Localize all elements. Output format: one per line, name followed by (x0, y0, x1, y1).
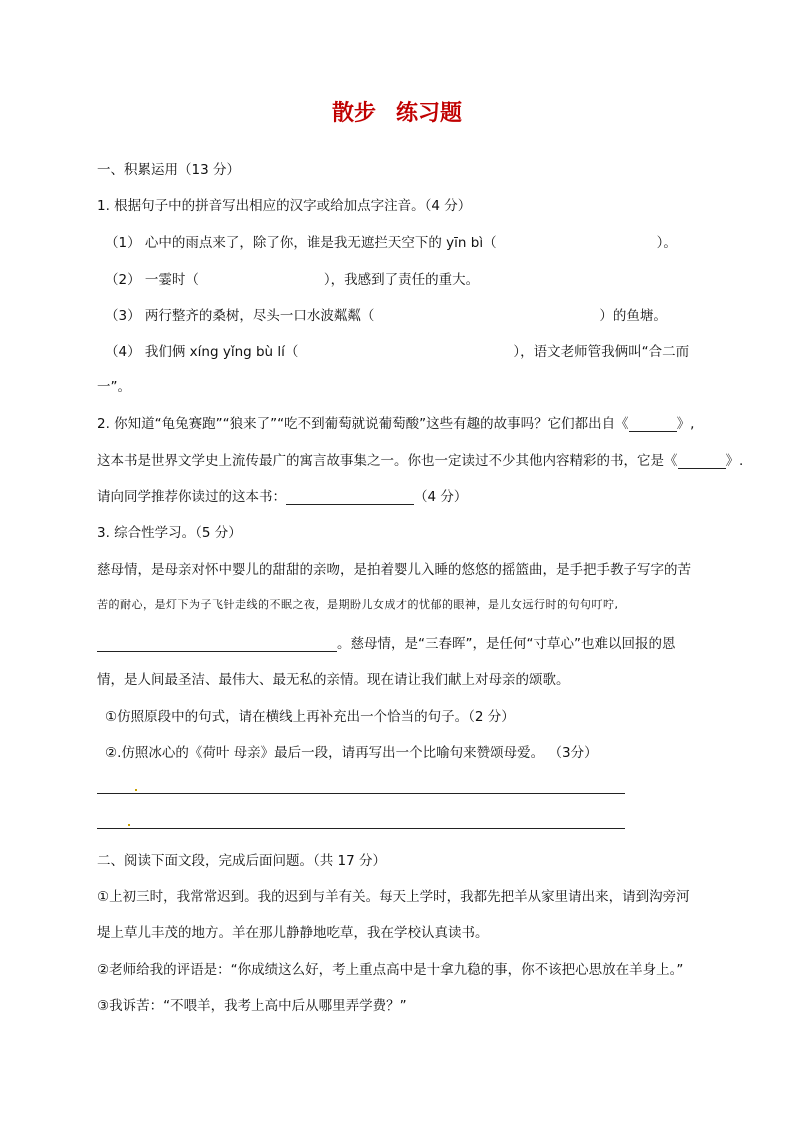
question-2-line-2 (97, 449, 743, 469)
answer-line-2[interactable] (97, 828, 625, 829)
question-1-4 (105, 340, 689, 360)
q2-text-3-end: （4 分） (414, 489, 468, 505)
passage-blank[interactable] (97, 637, 337, 652)
q2-text-3: 请向同学推荐你读过的这本书： (97, 489, 286, 505)
question-1: 1. 根据句子中的拼音写出相应的汉字或给加点字注音。（4 分） (97, 198, 472, 214)
q2-blank-1[interactable] (629, 417, 677, 432)
q2-blank-3[interactable] (286, 490, 414, 505)
q2-text-1-end: 》, (676, 416, 695, 432)
reading-p2: ②老师给我的评语是：“你成绩这么好，考上重点高中是十拿九稳的事，你不该把心思放在羊身上。” (97, 962, 684, 978)
question-1-2 (105, 268, 479, 288)
reading-p3: ③我诉苦：“不喂羊，我考上高中后从哪里弄学费？” (97, 998, 407, 1014)
question-2-line-3 (97, 485, 467, 505)
q1-2-text: （2） 一霎时（ (105, 272, 199, 288)
q2-text-1: 2. 你知道“龟兔赛跑”“狼来了”“吃不到葡萄就说葡萄酸”这些有趣的故事吗？它们都出自《 (97, 416, 629, 432)
q1-1-text: （1） 心中的雨点来了，除了你，谁是我无遮拦天空下的 yīn bì（ (105, 235, 497, 251)
title-part-a: 散步 (331, 100, 376, 126)
subquestion-2: ②.仿照冰心的《荷叶 母亲》最后一段，请再写出一个比喻句来赞颂母爱。 （3分） (105, 745, 598, 761)
q1-4-text: （4） 我们俩 xíng yǐng bù lí（ (105, 344, 299, 360)
passage-line-1: 慈母情，是母亲对怀中婴儿的甜甜的亲吻，是拍着婴儿入睡的悠悠的摇篮曲，是手把手教子写字的苦 (97, 562, 691, 578)
subquestion-1: ①仿照原段中的句式，请在横线上再补充出一个恰当的句子。（2 分） (105, 709, 515, 725)
q1-1-end: ）。 (656, 235, 677, 251)
page-title (0, 96, 794, 127)
mark-dot-1 (135, 789, 137, 791)
q1-3-end: ）的鱼塘。 (599, 308, 667, 324)
reading-p1-line-1: ①上初三时，我常常迟到。我的迟到与羊有关。每天上学时，我都先把羊从家里请出来，请到沟旁河 (97, 889, 690, 905)
title-part-b: 练习题 (396, 100, 463, 126)
q1-3-text: （3） 两行整齐的桑树，尽头一口水波粼粼（ (105, 308, 375, 324)
reading-p1-line-2: 堤上草儿丰茂的地方。羊在那儿静静地吃草，我在学校认真读书。 (97, 925, 489, 941)
q2-text-2-end: 》. (725, 453, 744, 469)
question-1-4-cont: 一”。 (97, 379, 131, 395)
q1-4-end: ），语文老师管我俩叫“合二而 (513, 344, 690, 360)
passage-line-3-text: 。慈母情，是“三春晖”，是任何“寸草心”也难以回报的恩 (337, 636, 676, 652)
question-3: 3. 综合性学习。（5 分） (97, 525, 242, 541)
passage-line-4: 情，是人间最圣洁、最伟大、最无私的亲情。现在请让我们献上对母亲的颂歌。 (97, 672, 570, 688)
q1-2-end: ），我感到了责任的重大。 (323, 272, 480, 288)
q2-blank-2[interactable] (678, 454, 726, 469)
passage-line-3 (97, 632, 675, 652)
answer-line-1[interactable] (97, 793, 625, 794)
question-1-1 (105, 231, 677, 251)
question-1-3 (105, 304, 667, 324)
section-2-heading: 二、阅读下面文段，完成后面问题。（共 17 分） (97, 853, 387, 869)
q2-text-2: 这本书是世界文学史上流传最广的寓言故事集之一。你也一定读过不少其他内容精彩的书，它是《 (97, 453, 678, 469)
mark-dot-2 (128, 824, 130, 826)
question-2-line-1 (97, 412, 694, 432)
passage-line-2: 苦的耐心，是灯下为子飞针走线的不眠之夜，是期盼儿女成才的忧郁的眼神，是儿女远行时的句句叮咛, (97, 598, 619, 611)
section-1-heading: 一、积累运用（13 分） (97, 162, 240, 178)
